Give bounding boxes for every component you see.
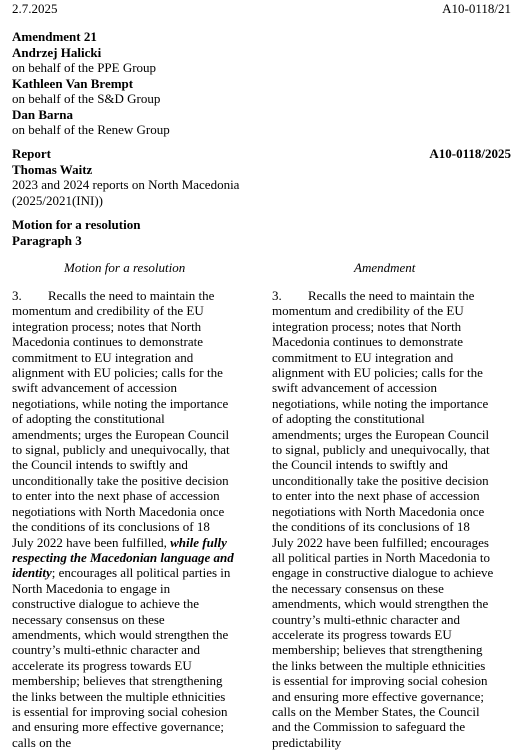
rapporteur-name: Thomas Waitz — [12, 161, 93, 177]
author-name: Kathleen Van Brempt — [12, 75, 134, 91]
left-column-header: Motion for a resolution — [64, 260, 186, 275]
paragraph-label: Paragraph 3 — [12, 232, 82, 248]
amendment-title: Amendment 21 — [12, 29, 97, 44]
deleted-text: while fully respecting the Macedonian language and identity — [12, 534, 234, 581]
original-text-column — [12, 288, 234, 750]
report-title: 2023 and 2024 reports on North Macedonia — [12, 177, 240, 192]
paragraph-number: 3. — [272, 288, 282, 303]
page-header — [12, 1, 511, 17]
original-text-end: ; encourages all political parties in North Macedonia to engage in constructive dialogue to achieve the necessary consensus on these amendments, which would strengthen the country’s multi-ethnic character and accelerate its progress towards EU membership; believes that strengthening the links between the multiple ethnicities is essential for improving social cohesion and ensuring more effective governance; calls on the — [12, 565, 231, 750]
paragraph-number: 3. — [12, 288, 22, 303]
author-group: on behalf of the S&D Group — [12, 91, 161, 106]
report-label: Report — [12, 146, 51, 161]
author-name: Dan Barna — [12, 106, 74, 122]
document-reference: A10-0118/21 — [442, 1, 511, 16]
author-group: on behalf of the PPE Group — [12, 60, 157, 75]
right-column-header: Amendment — [354, 260, 416, 275]
amendment-block — [12, 29, 170, 138]
amended-text: Recalls the need to maintain the momentum and credibility of the EU integration process; notes that North Macedonia continues to demonstrate commitment to EU integration and alignment with EU policies; calls for the swift advancement of accession negotiations, while noting the importance of adopting the constitutional amendments; urges the European Council to signal, publicly and unequivocally, that the Council intends to swiftly and unconditionally take the positive decision to enter into the next phase of accession negotiations with North Macedonia once the conditions of its conclusions of 18 July 2022 have been fulfilled; encourages all political parties in North Macedonia to engage in constructive dialogue to achieve the necessary consensus on these amendments, which would strengthen the country’s multi-ethnic character and accelerate its progress towards EU membership; believes that strengthening the links between the multiple ethnicities is essential for improving social cohesion and ensuring more effective governance; calls on the Member States, the Council and the Commission to safeguard the predictability — [272, 288, 494, 750]
report-procedure: (2025/2021(INI)) — [12, 192, 103, 208]
motion-label: Motion for a resolution — [12, 217, 141, 232]
author-group: on behalf of the Renew Group — [12, 122, 170, 137]
author-name: Andrzej Halicki — [12, 44, 102, 60]
document-date: 2.7.2025 — [12, 1, 58, 16]
amended-paragraph — [272, 288, 494, 750]
motion-block — [12, 217, 140, 248]
original-text-start: Recalls the need to maintain the momentum and credibility of the EU integration process; notes that North Macedonia continues to demonstrate commitment to EU integration and alignment with EU policies; calls for the swift advancement of accession negotiations, while noting the importance of adopting the constitutional amendments; urges the European Council to signal, publicly and unequivocally, that the Council intends to swiftly and unconditionally take the positive decision to enter into the next phase of accession negotiations with North Macedonia once the conditions of its conclusions of 18 July 2022 have been fulfilled, — [12, 288, 230, 550]
original-paragraph — [12, 288, 234, 750]
report-block — [12, 146, 239, 208]
report-number: A10-0118/2025 — [429, 146, 511, 161]
amendment-text-column — [272, 288, 494, 750]
